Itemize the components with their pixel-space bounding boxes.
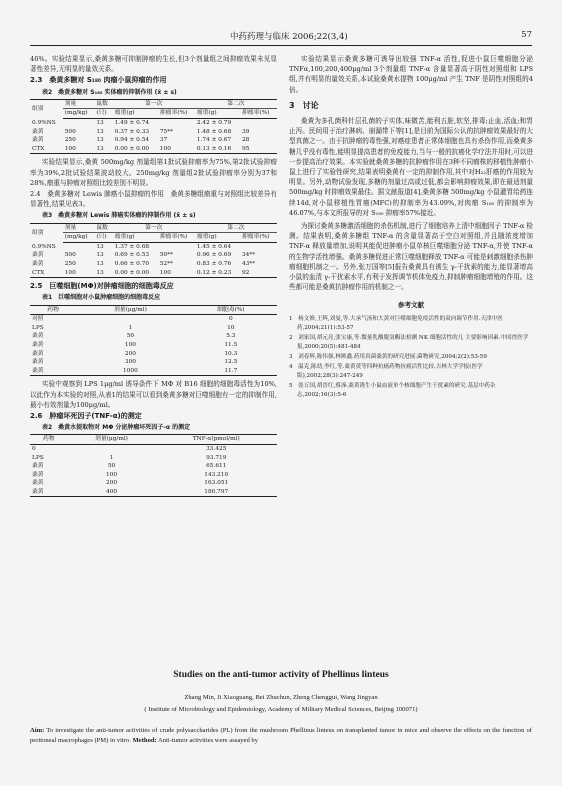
cell: [240, 119, 277, 128]
table-caption: 表3 桑黄多糖对 Lewis 肺癌实体瘤的抑制作用 (x̄ ± s): [42, 212, 196, 220]
paragraph: 46%。实验结果显示,桑黄多糖可抑制肿瘤的生长,但3个剂量组之间抑瘤效果未见显著性差异,无明显的量效关系。: [30, 55, 277, 74]
cell: 0.66 ± 0.70: [114, 260, 150, 267]
col-header: 鼠数: [96, 224, 108, 231]
cell: 200: [105, 480, 118, 487]
table-lewis: [30, 223, 277, 279]
cell: 桑黄: [32, 463, 44, 470]
table-cytotoxicity: [30, 305, 277, 377]
section-heading: 3 讨论: [289, 100, 319, 110]
cell: 43**: [241, 260, 256, 267]
cell: 13: [96, 137, 104, 144]
cell: 33.425: [206, 445, 227, 452]
cell: 0: [32, 445, 36, 452]
col-header: 瘤重(g): [195, 233, 240, 243]
cell: 2.42 ± 0.79: [196, 120, 232, 126]
col-header: 抑瘤率(%): [158, 109, 195, 119]
cell: 400: [105, 488, 118, 495]
col-header: (mg/kg): [63, 109, 95, 119]
cell: 250: [64, 260, 76, 267]
cell: 93.719: [206, 454, 227, 461]
col-header: 抑瘤率(%): [240, 109, 277, 119]
cell: 桑黄: [32, 471, 44, 478]
cell: 桑黄: [32, 341, 44, 348]
table-row: [30, 350, 277, 359]
aim-label: Aim:: [30, 727, 45, 734]
cell: 1: [109, 454, 114, 461]
table-caption: 表2 桑黄多糖对 S₁₈₀ 实体瘤的抑制作用 (x̄ ± s): [42, 88, 177, 96]
col-header: 瘤重(g): [113, 109, 158, 119]
table-row: [30, 454, 277, 463]
cell: 11.5: [224, 341, 238, 348]
cell: 0.00 ± 0.00: [114, 269, 150, 276]
cell: 0.12 ± 0.23: [196, 269, 232, 276]
paragraph: 实验结果显示,桑黄 500mg/kg 剂量组第1批试验抑瘤率为75%,第2批试验抑瘤率为39%,2批试验结果波动较大。250mg/kg 剂量组2批试验抑瘤率分别为37和28%,瘤重与肿瘤对照组比较差别不明显。: [30, 158, 277, 187]
table-row: [30, 145, 277, 154]
references-title: 参考文献: [398, 301, 424, 310]
table-caption: 表2 桑黄水提取物对 MΦ 分泌肿瘤坏死因子-α 的测定: [42, 424, 191, 432]
table-row: [30, 341, 277, 350]
table-row: [30, 462, 277, 471]
table-row: [30, 471, 277, 480]
table-s180: [30, 99, 277, 155]
cell: 桑黄: [32, 260, 44, 267]
cell: LPS: [32, 324, 44, 331]
section-heading: 2.4 桑黄多糖对 Lewis 肺癌小鼠抑瘤的作用 桑黄多糖组瘤重与对照组比较差异有显著性,结果见表3。: [30, 189, 277, 209]
cell: 0.00 ± 0.00: [114, 145, 150, 152]
page-number: 57: [521, 30, 532, 40]
cell: 500: [64, 252, 76, 259]
cell: 桑黄: [32, 333, 44, 340]
english-authors: Zhang Min, Ji Xiaoguang, Bei Zhuchun, Zheng Chenggui, Wang Jingyan: [184, 694, 378, 701]
table-row: [30, 488, 277, 497]
cell: 1.49 ± 0.74: [114, 120, 150, 126]
header-rule: [30, 45, 532, 46]
col-header: 药物: [30, 435, 68, 445]
table-row: [30, 251, 277, 260]
cell: LPS: [32, 454, 44, 461]
cell: 桑黄: [32, 137, 44, 144]
cell: 34**: [241, 252, 256, 259]
cell: [158, 242, 195, 251]
section-heading: 2.6 肿瘤坏死因子(TNF-α)的测定: [30, 411, 142, 420]
cell: 92: [241, 269, 250, 276]
cell: CTX: [32, 145, 45, 152]
cell: 桑黄: [32, 480, 44, 487]
method-label: Method:: [132, 737, 157, 744]
cell: 桑黄: [32, 350, 44, 357]
col-header: 瘤重(g): [113, 233, 158, 243]
table-row: [30, 260, 277, 269]
table-row: [30, 358, 277, 367]
col-header: 第一次: [145, 100, 163, 107]
cell: 13: [96, 145, 104, 152]
cell: 28: [241, 137, 250, 144]
cell: 1.45 ± 0.64: [196, 243, 232, 250]
col-header: 剂量(μg/ml): [68, 435, 156, 445]
cell: 65.611: [206, 463, 227, 470]
col-header: 第一次: [145, 224, 163, 231]
cell: 39: [241, 128, 250, 135]
cell: 13: [96, 260, 104, 267]
cell: 50**: [159, 252, 174, 259]
cell: 75**: [159, 128, 174, 135]
cell: 50: [126, 333, 135, 340]
table-row: [30, 444, 277, 453]
col-header: 剂量: [64, 100, 77, 107]
section-heading: 2.3 桑黄多糖对 S₁₈₀ 肉瘤小鼠抑瘤的作用: [30, 76, 167, 85]
table-row: [30, 119, 277, 128]
col-header: 细胞毒(%): [185, 305, 277, 315]
cell: 对照: [32, 316, 44, 323]
cell: 100: [159, 145, 171, 152]
cell: 0.9%NS: [32, 119, 56, 126]
right-column: [289, 54, 533, 401]
cell: 1.48 ± 0.68: [196, 128, 232, 135]
table-tnf: [30, 434, 277, 497]
cell: 0.13 ± 0.16: [196, 145, 232, 152]
cell: [158, 119, 195, 128]
cell: 桑黄: [32, 367, 44, 374]
table-row: [30, 324, 277, 333]
cell: [63, 119, 95, 128]
cell: 0.37 ± 0.33: [114, 128, 150, 135]
cell: 37: [159, 137, 168, 144]
paragraph: 实验结果显示桑黄多糖可诱导出较强 TNF-α 活性,促进小鼠巨噬细胞分泌 TNFα,100,200,400μg/ml 3个剂量组 TNF-α 含量显著高于阴性对照组和 LPS 组,并有明显的量效关系,本试验桑黄水提物 100μg/ml 产生 TNF 是阴性对照组的4倍。: [289, 55, 533, 94]
paragraph: 实验中观察到 LPS 1μg/ml 诱导条件下 MΦ 对 B16 细胞的细胞毒活性为10%,以此作为本实验的对照,从表1的结果可以看到桑黄多糖对巨噬细胞有一定的抑制作用,最小有效剂量为100μg/ml。: [30, 380, 277, 409]
cell: 300: [124, 359, 136, 366]
cell: 1.37 ± 0.68: [114, 243, 150, 250]
cell: 52**: [159, 260, 174, 267]
col-header: 剂量(μg/ml): [76, 305, 184, 315]
cell: 13: [96, 120, 104, 126]
cell: 12.5: [224, 359, 238, 366]
col-header: 剂量: [64, 224, 77, 231]
reference-item: 2 刘家国,胡元亮,张宝康,等.微量乳酸脱氢酶法检测 NK 细胞活性的几 主要影响因素.中国兽医学报,2000;20(5):481-484: [289, 334, 529, 350]
cell: 143.210: [204, 471, 229, 478]
cell: CTX: [32, 269, 45, 276]
col-header: 鼠数: [96, 100, 108, 107]
cell: 13: [96, 243, 104, 250]
table-row: [30, 367, 277, 376]
table-row: [30, 136, 277, 145]
cell: 0.83 ± 0.76: [196, 260, 232, 267]
col-header: 第二次: [227, 100, 245, 107]
cell: 163.051: [204, 480, 229, 487]
cell: 1: [128, 324, 133, 331]
running-header: [30, 30, 532, 42]
col-header: (只): [94, 109, 112, 119]
cell: 0.94 ± 0.54: [114, 137, 150, 144]
english-abstract: [30, 726, 532, 746]
cell: 100: [159, 269, 171, 276]
section-heading: 2.5 巨噬细胞(MΦ)对肿瘤细胞的细胞毒反应: [30, 282, 174, 291]
col-header: (只): [94, 233, 112, 243]
table-row: [30, 242, 277, 251]
left-column: [30, 54, 277, 500]
col-header: (mg/kg): [63, 233, 95, 243]
cell: 100: [124, 341, 136, 348]
cell: 0.9%NS: [32, 243, 56, 250]
paragraph: 桑黄为多孔菌科针层孔菌的子实体,味微苦,能利五脏,软坚,排毒;止血,活血;和胃止泻。民间用于治疗淋病、崩漏带下等[1],是目前为国际公认的抗肿瘤效果最好的大型真菌之一。由于抗肿瘤的毒性强,对癌症患者正常体细胞也具有杀伤作用,而桑黄多糖几乎没有毒性,能明显提高患者的免疫能力,当与一般的抗癌化学疗法并用时,可以进一步提高治疗效果。本实验就桑黄多糖的抗肿瘤作用在3种不同瘤株的移植性肿瘤小鼠上进行了实验性研究,结果表明桑黄有一定的抑制作用,其中对H₂₂肝癌的作用较为明显。另外,动物试验发现,多糖的剂量过高或过低,都会影响抑瘤效果,即在最适剂量 500mg/kg 时抑瘤效果最佳。据文献报道[4],桑黄多糖 500mg/kg 小鼠灌胃给药连续14d,对小鼠移植性胃癌(MFC)的抑制率为43.09%,对肉瘤 S₁₈₀ 的抑制率为46.07%,与本文所报导的对 S₁₈₀ 抑瘤率57%接近。: [289, 117, 533, 217]
cell: 桑黄: [32, 128, 44, 135]
reference-item: 1 杨文修,王辉,刘曼,等.大承气汤和大黄对巨噬细胞免疫活性的双向调节作用.天津中医药,2004;21(1):53-57: [289, 315, 503, 331]
cell: 5.3: [226, 333, 236, 340]
col-header: 组别: [32, 105, 44, 112]
cell: 180.797: [204, 488, 229, 495]
cell: 11.7: [224, 367, 238, 374]
table-row: [30, 315, 277, 324]
english-title: Studies on the anti-tumor activity of Phellinus linteus: [173, 670, 389, 680]
col-header: 抑瘤率(%): [158, 233, 195, 243]
aim-text: To investigate the anti-tumor activities of crude polysaccharides (PL) from the mushroom Phellinus linteus on transplanted tumor in mice and observe the effects on the function of peritoneal macrophages (PM) in vitro.: [30, 727, 532, 744]
cell: 1.74 ± 0.67: [196, 137, 232, 144]
cell: 13: [96, 252, 104, 259]
table-row: [30, 332, 277, 341]
cell: 200: [124, 350, 136, 357]
cell: 10: [227, 324, 235, 331]
cell: 0: [228, 316, 233, 323]
english-institution: ( Institute of Microbiology and Epidemiology, Academy of Military Medical Sciences, Beijing 100071): [144, 706, 418, 713]
col-header: 第二次: [227, 224, 245, 231]
col-header: 组别: [32, 229, 44, 236]
cell: [63, 242, 95, 251]
cell: 100: [64, 145, 76, 152]
col-header: 抑瘤率(%): [240, 233, 277, 243]
table-row: [30, 479, 277, 488]
cell: 13: [96, 128, 104, 135]
cell: 100: [105, 471, 118, 478]
cell: 100: [64, 269, 76, 276]
col-header: 药物: [30, 305, 76, 315]
reference-item: 3 刘春辉,陈伟强,林厥鑫.药用真菌桑黄的研究进展.菌物研究,2004;2(2):53-59: [289, 353, 487, 360]
cell: 桑黄: [32, 488, 44, 495]
reference-item: 4 温克,陈幼,李红,等.桑黄黄等四种抗癌药物抗癌活性比较.吉林大学学报(医学版),2002;28(3):247-249: [289, 363, 483, 379]
method-text: Anti-tumor activities were assayed by: [156, 737, 259, 744]
cell: [240, 242, 277, 251]
cell: 10.3: [224, 350, 238, 357]
paragraph: 为探讨桑黄多糖激活细胞的杀伤机制,进行了细胞培养上清中细胞因子 TNF-α 检测。结果表明,桑黄多糖组 TNF-α 的含量显著高于空白对照组,并且随浓度增加 TNF-α 释放量增加,说明其能促进肿瘤小鼠单核巨噬细胞分泌 TNF-α,并使 TNF-α 的生物学活性增强。桑黄多糖促进正常巨噬细胞释放 TNF-α 可能是刺激细胞杀伤肿瘤细胞机制之一。另外,张万国等[5]报告桑黄具有诱生 γ-干扰素的能力,能显著增高小鼠的血清 γ-干扰素水平,有利于发挥调节机体免疫力,抑制肿瘤细胞增殖的作用。这些都可能是桑黄抗肿瘤作用的机制之一。: [289, 222, 533, 292]
reference-item: 5 张万国,胡晋红,蔡溱.桑黄诱生小鼠血液单个核细胞产生干扰素的研究.基层中药杂志,2002;16(3):5-6: [289, 382, 496, 398]
cell: [68, 444, 156, 453]
table-row: [30, 269, 277, 278]
cell: 13: [96, 269, 104, 276]
table-caption: 表1 巨噬细胞对小鼠肿瘤细胞的细胞毒反应: [42, 294, 161, 302]
cell: 0.69 ± 0.53: [114, 252, 150, 259]
col-header: 瘤重(g): [195, 109, 240, 119]
cell: 0.96 ± 0.69: [196, 252, 232, 259]
cell: 桑黄: [32, 252, 44, 259]
cell: 250: [64, 137, 76, 144]
journal-citation: 中药药理与临床 2006;22(3,4): [230, 32, 348, 42]
col-header: TNF-α(pmol/ml): [156, 435, 278, 445]
cell: 50: [107, 463, 116, 470]
cell: 500: [64, 128, 76, 135]
table-row: [30, 128, 277, 137]
cell: 1000: [123, 367, 138, 374]
cell: 桑黄: [32, 359, 44, 366]
cell: 95: [241, 145, 250, 152]
cell: [76, 315, 184, 324]
